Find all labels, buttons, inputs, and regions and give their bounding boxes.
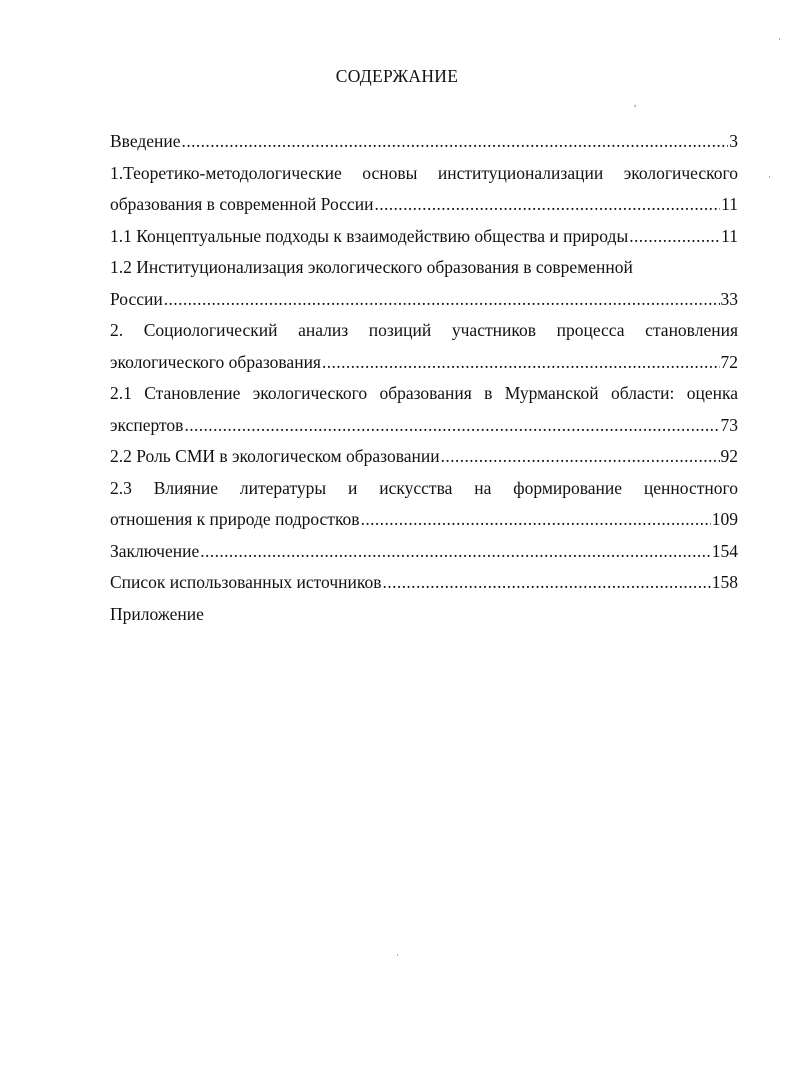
dot-leader [361,504,711,536]
toc-page-number: 72 [720,351,738,372]
toc-page-number: 3 [729,131,738,151]
toc-entry-text: 1.Теоретико-методологические основы институционализации экологического [110,162,738,183]
scan-speck: · [396,950,399,960]
dot-leader [441,441,720,473]
dot-leader [200,536,711,568]
dot-leader [322,347,720,379]
toc-page-number: 33 [720,288,738,309]
toc-entry-text: России [110,288,163,309]
toc-entry-chapter-1-line-1[interactable] [110,158,738,190]
dot-leader [184,410,719,442]
toc-entry-text: 1.1 Концептуальные подходы к взаимодействию общества и природы [110,225,629,246]
toc-entry-section-2-2[interactable] [110,441,738,473]
toc-page-number: 154 [711,540,738,561]
toc-page-number: 109 [711,509,738,529]
toc-entry-chapter-1[interactable] [110,189,738,221]
toc-entry-section-2-1-line-1[interactable] [110,378,738,410]
toc-page-number: 158 [711,572,738,592]
toc-entry-section-1-2[interactable] [110,284,738,316]
toc-entry-section-1-2-line-1[interactable] [110,252,738,284]
toc-entry-text: Заключение [110,540,200,561]
toc-entry-appendix[interactable] [110,599,738,631]
toc-entry-section-2-3-line-1[interactable] [110,473,738,505]
toc-entry-section-1-1[interactable] [110,221,738,253]
dot-leader [629,221,720,253]
toc-entry-text: экологического образования [110,351,321,372]
toc-entry-conclusion[interactable] [110,536,738,568]
toc-entry-text: образования в современной России [110,194,374,214]
toc-entry-text: 2.2 Роль СМИ в экологическом образовании [110,446,440,466]
toc-entry-chapter-2[interactable] [110,347,738,379]
toc-entry-text: 2.1 Становление экологического образования в Мурманской области: оценка [110,383,738,403]
toc-entry-section-2-1[interactable] [110,410,738,442]
toc-page-number: 11 [721,194,738,214]
page-title: СОДЕРЖАНИЕ [335,66,459,86]
scan-speck: , [634,98,637,108]
dot-leader [374,189,720,221]
toc-entry-text: 2. Социологический анализ позиций участников процесса становления [110,320,738,340]
toc-entry-text: 1.2 Институционализация экологического образования в современной [110,257,633,277]
toc-entry-text: Список использованных источников [110,572,382,592]
toc-entry-introduction[interactable] [110,126,738,158]
toc-entry-chapter-2-line-1[interactable] [110,315,738,347]
toc-entry-text: отношения к природе подростков [110,509,360,529]
toc-entry-section-2-3[interactable] [110,504,738,536]
scan-speck: · [778,34,781,44]
toc-entry-text: 2.3 Влияние литературы и искусства на формирование ценностного [110,477,738,498]
toc-entry-text: Приложение [110,603,204,624]
dot-leader [182,126,729,158]
toc-page-number: 11 [721,225,738,246]
toc-entry-text: Введение [110,131,181,151]
dot-leader [383,567,711,599]
toc-entry-text: экспертов [110,414,184,435]
scan-speck: · [768,172,771,182]
toc-page-number: 73 [720,414,738,435]
toc-page-number: 92 [720,446,738,466]
toc-entry-references[interactable] [110,567,738,599]
dot-leader [164,284,720,316]
table-of-contents [110,126,738,630]
